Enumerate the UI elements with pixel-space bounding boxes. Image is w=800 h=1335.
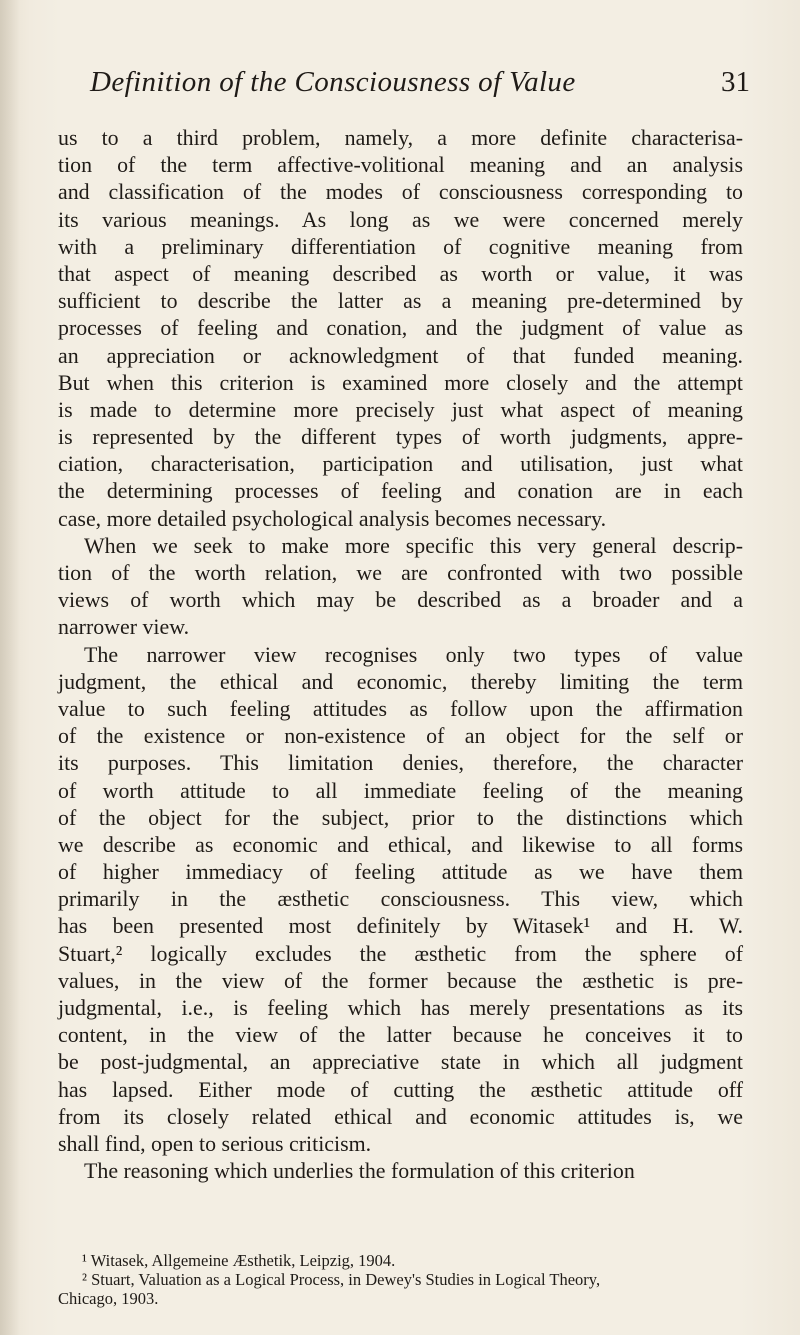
- body-line: views of worth which may be described as a broader and a: [58, 587, 743, 613]
- body-line: is made to determine more precisely just what aspect of meaning: [58, 396, 743, 422]
- body-line: that aspect of meaning described as worth or value, it was: [58, 260, 743, 286]
- body-line: tion of the worth relation, we are confronted with two possible: [58, 560, 743, 585]
- body-line: be post-judgmental, an appreciative state in which all judgment: [58, 1049, 743, 1075]
- body-line: its various meanings. As long as we were concerned merely: [58, 206, 743, 232]
- body-line: Stuart,² logically excludes the æsthetic from the sphere of: [58, 940, 743, 966]
- body-line: The narrower view recognises only two types of value: [84, 641, 743, 667]
- page-number: 31: [721, 66, 750, 98]
- body-line: processes of feeling and conation, and the judgment of value as: [58, 315, 743, 341]
- body-line: values, in the view of the former because the æsthetic is pre-: [58, 967, 743, 993]
- body-text: [58, 124, 743, 1184]
- binding-shadow: [0, 0, 20, 1335]
- body-line: tion of the term affective-volitional meaning and an analysis: [58, 152, 743, 178]
- body-line: its purposes. This limitation denies, therefore, the character: [58, 750, 743, 776]
- body-line: of higher immediacy of feeling attitude as we have them: [58, 859, 743, 885]
- body-line: us to a third problem, namely, a more definite characterisa-: [58, 125, 743, 150]
- body-line: But when this criterion is examined more closely and the attempt: [58, 369, 743, 395]
- footnote-2: ² Stuart, Valuation as a Logical Process, in Dewey's Studies in Logical Theory,: [82, 1270, 601, 1289]
- body-line: primarily in the æsthetic consciousness. This view, which: [58, 886, 743, 912]
- footnotes: [58, 1251, 748, 1308]
- body-line: The reasoning which underlies the formulation of this criterion: [84, 1158, 635, 1184]
- body-line: is represented by the different types of worth judgments, appre-: [58, 424, 743, 450]
- body-line: and classification of the modes of consciousness corresponding to: [58, 179, 743, 205]
- body-line: the determining processes of feeling and conation are in each: [58, 478, 743, 504]
- body-line: with a preliminary differentiation of cognitive meaning from: [58, 233, 743, 259]
- body-line: we describe as economic and ethical, and likewise to all forms: [58, 831, 743, 857]
- body-line: an appreciation or acknowledgment of that funded meaning.: [58, 342, 743, 368]
- body-line: judgment, the ethical and economic, thereby limiting the term: [58, 668, 743, 694]
- body-line: has lapsed. Either mode of cutting the æsthetic attitude off: [58, 1076, 743, 1102]
- body-line: of worth attitude to all immediate feeling of the meaning: [58, 777, 743, 803]
- footnote-1: ¹ Witasek, Allgemeine Æsthetik, Leipzig, 1904.: [82, 1251, 396, 1270]
- body-line: of the object for the subject, prior to the distinctions which: [58, 804, 743, 830]
- body-line: shall find, open to serious criticism.: [58, 1130, 372, 1156]
- body-line: content, in the view of the latter because he conceives it to: [58, 1022, 743, 1048]
- body-line: ciation, characterisation, participation and utilisation, just what: [58, 451, 743, 477]
- body-line: of the existence or non-existence of an object for the self or: [58, 723, 743, 749]
- body-line: value to such feeling attitudes as follow upon the affirmation: [58, 695, 743, 721]
- body-line: case, more detailed psychological analysis becomes necessary.: [58, 505, 607, 531]
- body-line: from its closely related ethical and economic attitudes is, we: [58, 1103, 743, 1129]
- running-title: Definition of the Consciousness of Value: [90, 66, 576, 98]
- body-line: sufficient to describe the latter as a meaning pre-determined by: [58, 288, 743, 314]
- body-line: has been presented most definitely by Witasek¹ and H. W.: [58, 913, 743, 939]
- running-head: [90, 66, 750, 108]
- body-line: When we seek to make more specific this very general descrip-: [84, 532, 743, 558]
- footnote-2-continuation: Chicago, 1903.: [58, 1289, 159, 1308]
- body-line: narrower view.: [58, 614, 190, 640]
- body-line: judgmental, i.e., is feeling which has merely presentations as its: [58, 995, 743, 1020]
